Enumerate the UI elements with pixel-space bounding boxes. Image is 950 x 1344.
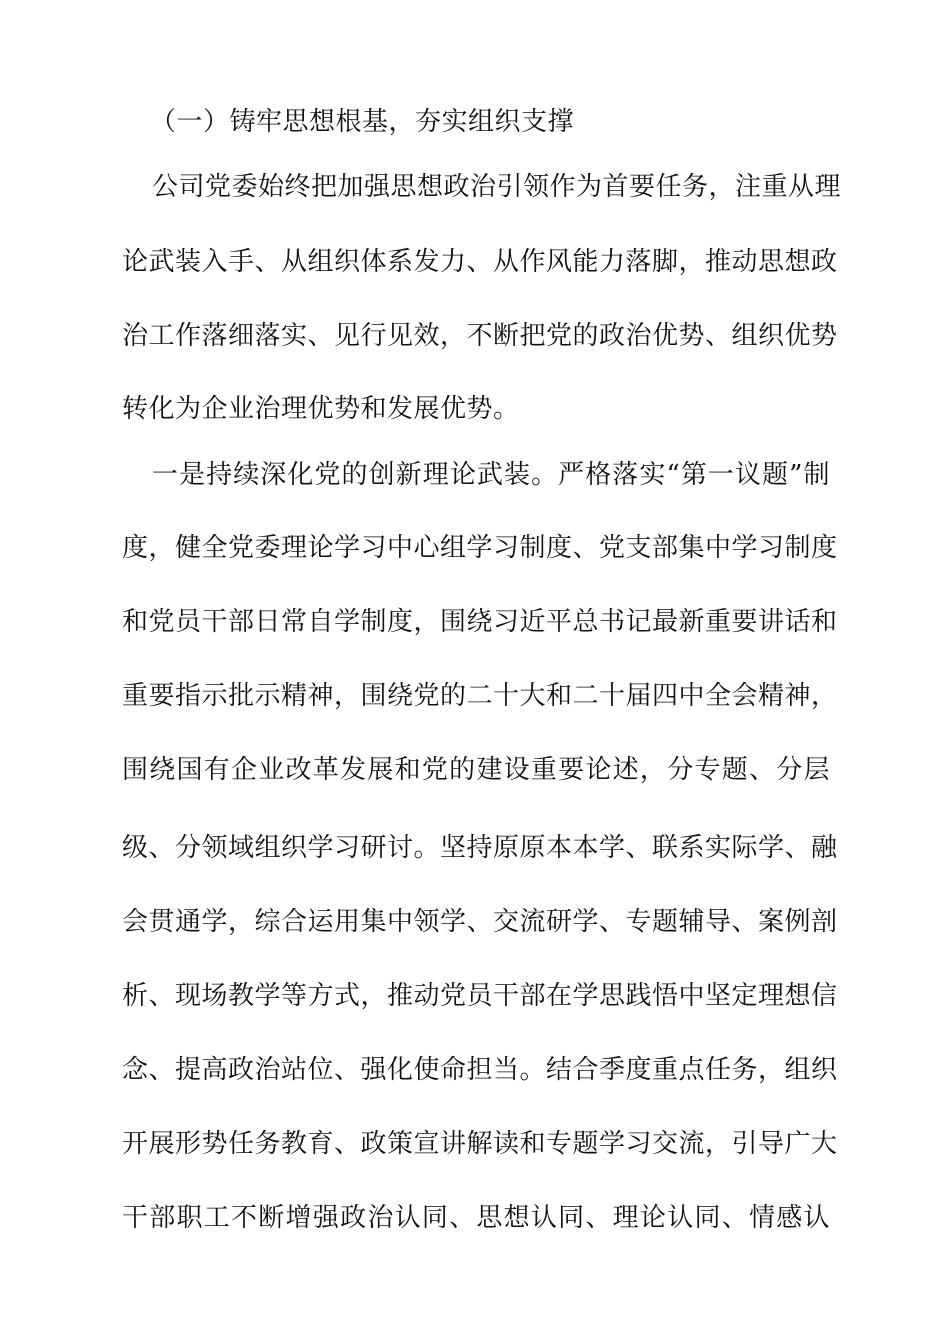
paragraph-line: 和党员干部日常自学制度，围绕习近平总书记最新重要讲话和 <box>122 607 838 637</box>
paragraph-line: 围绕国有企业改革发展和党的建设重要论述，分专题、分层 <box>122 755 830 785</box>
section-heading: （一）铸牢思想根基，夯实组织支撑 <box>150 107 575 137</box>
paragraph-line: 度，健全党委理论学习中心组学习制度、党支部集中学习制度 <box>122 533 838 563</box>
paragraph-line: 会贯通学，综合运用集中领学、交流研学、专题辅导、案例剖 <box>122 907 838 937</box>
paragraph-line: 念、提高政治站位、强化使命担当。结合季度重点任务，组织 <box>122 1055 838 1085</box>
paragraph-line: 论武装入手、从组织体系发力、从作风能力落脚，推动思想政 <box>122 247 838 277</box>
paragraph-line: 干部职工不断增强政治认同、思想认同、理论认同、情感认 <box>122 1203 830 1233</box>
paragraph-line: 公司党委始终把加强思想政治引领作为首要任务，注重从理 <box>152 172 842 202</box>
paragraph-line: 一是持续深化党的创新理论武装。严格落实“第一议题”制 <box>152 460 830 490</box>
paragraph-line: 级、分领域组织学习研讨。坚持原原本本学、联系实际学、融 <box>122 833 838 863</box>
paragraph-line: 析、现场教学等方式，推动党员干部在学思践悟中坚定理想信 <box>122 981 838 1011</box>
paragraph-line: 转化为企业治理优势和发展优势。 <box>122 394 520 424</box>
paragraph-line: 开展形势任务教育、政策宣讲解读和专题学习交流，引导广大 <box>122 1129 838 1159</box>
paragraph-line: 重要指示批示精神，围绕党的二十大和二十届四中全会精神， <box>122 681 838 711</box>
paragraph-line: 治工作落细落实、见行见效，不断把党的政治优势、组织优势 <box>122 321 838 351</box>
